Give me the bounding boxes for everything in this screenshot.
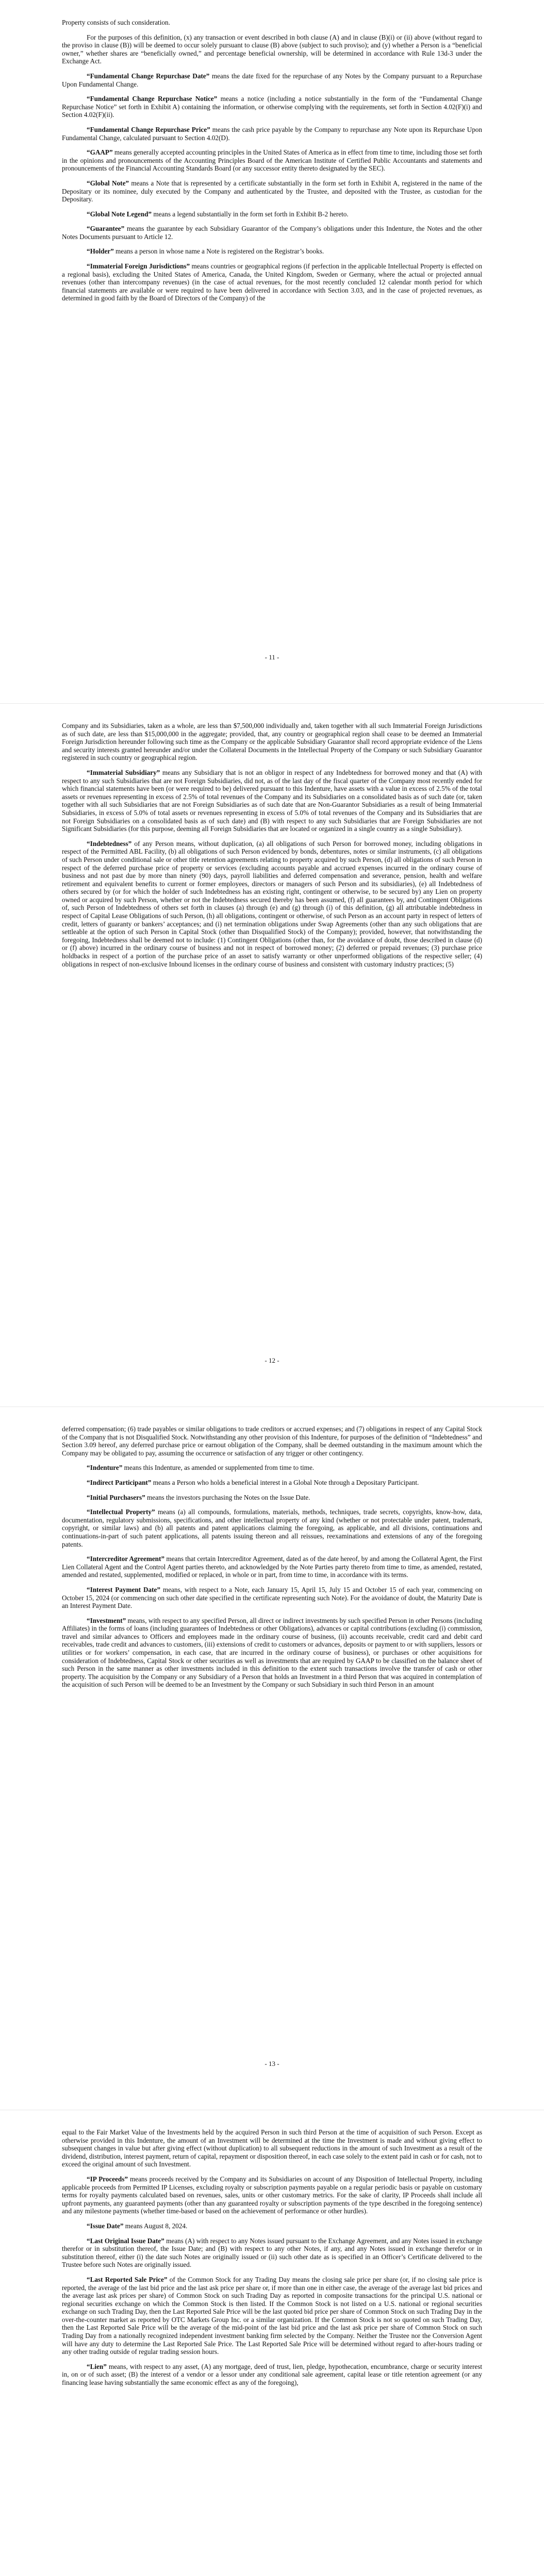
defined-term: “Interest Payment Date” (87, 1585, 160, 1594)
defined-term: “Issue Date” (87, 2222, 124, 2230)
defined-term: “Immaterial Foreign Jurisdictions” (87, 262, 190, 270)
definition-investment: “Investment” means, with respect to any specified Person, all direct or indirect investments by such specified Person in other Persons (including Affiliates) in the forms of loans (including guarantees of Indebtedness or other Obligations), advances or capital contributions (excluding (i) commission, travel and similar advances to Officers and employees made in the ordinary course of business, (ii) accounts receivable, credit card and debit card receivables, trade credit and advances to customers, (iii) extensions of credit to customers or advances, deposits or payment to or with suppliers, lessors or utilities or for workers’ compensation, in each case, that are incurred in the ordinary course of business), or purchases or other acquisitions for consideration of Indebtedness, Capital Stock or other securities as well as investments that are required by GAAP to be classified on the balance sheet of such Person in the same manner as other investments included in this definition to the extent such transactions involve the transfer of cash or other property. The acquisition by the Company or any Subsidiary of a Person that holds an Investment in a third Person that was acquired in contemplation of the acquisition of such Person will be deemed to be an Investment by the Company or such Subsidiary in such third Person in an amount (62, 1616, 482, 1689)
defined-term: “Investment” (87, 1616, 126, 1624)
definition-issue-date: “Issue Date” means August 8, 2024. (87, 2222, 188, 2230)
definition-initial-purchasers: “Initial Purchasers” means the investors purchasing the Notes on the Issue Date. (87, 1493, 310, 1501)
page-number: - 11 - (265, 653, 279, 661)
definition-last-reported-sale-price: “Last Reported Sale Price” of the Common Stock for any Trading Day means the closing sale price per share (or, if no closing sale price is reported, the average of the last bid price and the last ask price per share or, if more than one in either case, the average of the average last bid prices and the average last ask prices per share) of Common Stock on such Trading Day as reported in composite transactions for the principal U.S. national or regional securities exchange on which the Common Stock is then listed. If the Common Stock is not listed on a U.S. national or regional securities exchange on such Trading Day, then the Last Reported Sale Price will be the last quoted bid price per share of Common Stock on such Trading Day in the over-the-counter market as reported by OTC Markets Group Inc. or a similar organization. If the Common Stock is not so quoted on such Trading Day, then the Last Reported Sale Price will be the average of the mid-point of the last bid price and the last ask price per share of Common Stock on such Trading Day from a nationally recognized independent investment banking firm selected by the Company. Neither the Trustee nor the Conversion Agent will have any duty to determine the Last Reported Sale Price. The Last Reported Sale Price will be determined without regard to after-hours trading or any other trading outside of regular trading session hours. (62, 2275, 483, 2356)
paragraph: Company and its Subsidiaries, taken as a whole, are less than $7,500,000 individually and, taken together with all such Immaterial Foreign Jurisdictions as of such date, are less than $15,000,000 in the aggregate; provided, that, any country or geographical region shall cease to be deemed an Immaterial Foreign Jurisdiction hereunder following such time as the Company or the applicable Subsidiary Guarantor shall record appropriate evidence of the Liens and security interests granted hereunder and/or under the Collateral Documents in the Intellectual Property of the Company or such Subsidiary Guarantor registered in such country or geographical region. (62, 722, 482, 762)
paragraph: Property consists of such consideration. (62, 19, 170, 26)
page-number: - 13 - (265, 2060, 279, 2067)
definition-intercreditor-agreement: “Intercreditor Agreement” means that certain Intercreditor Agreement, dated as of the date hereof, by and among the Collateral Agent, the First Lien Collateral Agent and the Control Agent parties thereto, and acknowledged by the Note Parties party thereto from time to time, as amended, restated, amended and restated, supplemented, modified or replaced, in whole or in part, from time to time, in accordance with its terms. (62, 1555, 482, 1579)
definition-indenture: “Indenture” means this Indenture, as amended or supplemented from time to time. (87, 1464, 315, 1472)
defined-term: “Fundamental Change Repurchase Date” (87, 72, 210, 80)
definition-indirect-participant: “Indirect Participant” means a Person who holds a beneficial interest in a Global Note through a Depositary Participant. (87, 1478, 419, 1486)
defined-term: “Fundamental Change Repurchase Price” (87, 125, 210, 133)
document-page-14 (0, 2110, 544, 2576)
definition-last-original-issue-date: “Last Original Issue Date” means (A) with respect to any Notes issued pursuant to the Exchange Agreement, and any Notes issued in exchange therefor or in substitution thereof, the Issue Date; and (B) with respect to any other Notes, if any, and any Notes issued in exchange therefor or in substitution thereof, either (i) the date such Notes are originally issued or (ii) such other date as is specified in an Officer’s Certificate delivered to the Trustee before such Notes are originally issued. (62, 2236, 483, 2269)
defined-term: “Initial Purchasers” (87, 1493, 145, 1501)
definition-gaap: “GAAP” means generally accepted accounting principles in the United States of America as in effect from time to time, including those set forth in the opinions and pronouncements of the Accounting Principles Board of the American Institute of Certified Public Accountants and statements and pronouncements of the Financial Accounting Standards Board (or any successor entity thereto designated by the SEC). (62, 148, 482, 173)
paragraph: deferred compensation; (6) trade payables or similar obligations to trade creditors or accrued expenses; and (7) obligations in respect of any Capital Stock of the Company that is not Disqualified Stock. Notwithstanding any other provision of this Indenture, for purposes of the definition of “Indebtedness” and Section 3.09 hereof, any deferred purchase price or earnout obligation of the Company, shall be deemed outstanding in the maximum amount which the Company may be obligated to pay, assuming the occurrence or satisfaction of any trigger or other contingency. (62, 1425, 482, 1457)
definition-fundamental-change-repurchase-price: “Fundamental Change Repurchase Price” means the cash price payable by the Company to repurchase any Note upon its Repurchase Upon Fundamental Change, calculated pursuant to Section 4.02(D). (62, 125, 482, 142)
definition-interest-payment-date: “Interest Payment Date” means, with respect to a Note, each January 15, April 15, July 15 and October 15 of each year, commencing on October 15, 2024 (or commencing on such other date specified in the certificate representing such Note). For the avoidance of doubt, the Maturity Date is an Interest Payment Date. (62, 1585, 482, 1610)
page-content (62, 2110, 482, 2387)
defined-term: “Last Reported Sale Price” (87, 2275, 168, 2283)
defined-term: “Indenture” (87, 1464, 123, 1472)
definition-immaterial-subsidiary: “Immaterial Subsidiary” means any Subsidiary that is not an obligor in respect of any Indebtedness for borrowed money and that (A) with respect to any such Subsidiaries that are not Foreign Subsidiaries, did not, as of the last day of the fiscal quarter of the Company most recently ended for which financial statements have been (or were required to be) delivered pursuant to this Indenture, have assets with a value in excess of 2.5% of the total assets or revenues representing in excess of 2.5% of total revenues of the Company and its Subsidiaries on a consolidated basis as of such date (or, taken together with all such Subsidiaries that are not Foreign Subsidiaries as of such date that are Non-Guarantor Subsidiaries as a result of being Immaterial Subsidiaries, in excess of 5.0% of total assets or revenues representing in excess of 5.0% of total revenues of the Company and its Subsidiaries that are not Foreign Subsidiaries on a consolidated basis as of such date) and (B) with respect to any such Subsidiaries that are Foreign Subsidiaries are not Significant Subsidiaries (for this purpose, deeming all Foreign Subsidiaries that are located or organized in a single country as a single Subsidiary). (62, 768, 482, 833)
defined-term: “GAAP” (87, 148, 113, 157)
definition-lien: “Lien” means, with respect to any asset, (A) any mortgage, deed of trust, lien, pledge, hypothecation, encumbrance, charge or security interest in, on or of such asset; (B) the interest of a vendor or a lessor under any conditional sale agreement, capital lease or title retention agreement (or any financing lease having substantially the same economic effect as any of the foregoing), (62, 2362, 482, 2387)
defined-term: “Lien” (87, 2362, 107, 2370)
definition-global-note: “Global Note” means a Note that is represented by a certificate substantially in the form set forth in Exhibit A, registered in the name of the Depositary or its nominee, duly executed by the Company and authenticated by the Trustee, and deposited with the Trustee, as custodian for the Depositary. (62, 179, 482, 204)
definition-global-note-legend: “Global Note Legend” means a legend substantially in the form set forth in Exhibit B-2 hereto. (87, 210, 349, 218)
definition-guarantee: “Guarantee” means the guarantee by each Subsidiary Guarantor of the Company’s obligations under this Indenture, the Notes and the other Notes Documents pursuant to Article 12. (62, 225, 482, 241)
defined-term: “Immaterial Subsidiary” (87, 768, 160, 776)
defined-term: “Global Note” (87, 179, 129, 187)
page-content (62, 703, 482, 968)
defined-term: “Intellectual Property” (87, 1508, 155, 1516)
definition-fundamental-change-repurchase-date: “Fundamental Change Repurchase Date” means the date fixed for the repurchase of any Notes by the Company pursuant to a Repurchase Upon Fundamental Change. (62, 72, 482, 88)
paragraph: equal to the Fair Market Value of the Investments held by the acquired Person in such third Person at the time of acquisition of such Person. Except as otherwise provided in this Indenture, the amount of an Investment will be determined at the time the Investment is made and without giving effect to subsequent changes in value but after giving effect (without duplication) to all subsequent reductions in the amount of such Investment as a result of the dividend, distribution, interest payment, return of capital, repayment or disposition thereof, in each case solely to the extent paid in cash or for cash, not to exceed the original amount of such Investment. (62, 2128, 482, 2168)
definition-holder: “Holder” means a person in whose name a Note is registered on the Registrar’s books. (87, 247, 324, 256)
defined-term: “Guarantee” (87, 225, 125, 233)
definition-indebtedness: “Indebtedness” of any Person means, without duplication, (a) all obligations of such Person for borrowed money, including obligations in respect of the Permitted ABL Facility, (b) all obligations of such Person evidenced by bonds, debentures, notes or similar instruments, (c) all obligations of such Person under conditional sale or other title retention agreements relating to property acquired by such Person, (d) all obligations of such Person in respect of the deferred purchase price of property or services (excluding accounts payable and accrued expenses incurred in the ordinary course of business and not past due by more than ninety (90) days, payroll liabilities and deferred compensation and severance, pension, health and welfare retirement and equivalent benefits to current or former employees, directors or managers of such Person and its subsidiaries), (e) all Indebtedness of others secured by (or for which the holder of such Indebtedness has an existing right, contingent or otherwise, to be secured by) any Lien on property owned or acquired by such Person, whether or not the Indebtedness secured thereby has been assumed, (f) all guarantees by, and Contingent Obligations of, such Person of Indebtedness of others set forth in clauses (a) through (e) and (g) through (i) of this definition, (g) all attributable indebtedness in respect of Capital Lease Obligations of such Person, (h) all obligations, contingent or otherwise, of such Person as an account party in respect of letters of credit, letters of guaranty or bankers’ acceptances; and (i) net termination obligations under Swap Agreements (other than any such obligations that are settleable at the option of such Person in Capital Stock (other than Disqualified Stock) of the Company); provided, however, that notwithstanding the foregoing, Indebtedness shall be deemed not to include: (1) Contingent Obligations (other than, for the avoidance of doubt, those described in clause (d) or (f) above) incurred in the ordinary course of business and not in respect of borrowed money; (2) deferred or prepaid revenues; (3) purchase price holdbacks in respect of a portion of the purchase price of an asset to satisfy warranty or other unperformed obligations of the respective seller; (4) obligations in respect of non-exclusive Inbound licenses in the ordinary course of business and consistent with customary industry practices; (5) (62, 839, 482, 968)
defined-term: “Indirect Participant” (87, 1478, 152, 1486)
defined-term: “Indebtedness” (87, 839, 132, 848)
page-content (62, 1406, 482, 1689)
document-page-13 (0, 1406, 544, 2110)
definition-fundamental-change-repurchase-notice: “Fundamental Change Repurchase Notice” means a notice (including a notice substantially in the form of the “Fundamental Change Repurchase Notice” set forth in Exhibit A) containing the information, or otherwise complying with the requirements, set forth in Section 4.02(F)(i) and Section 4.02(F)(ii). (62, 95, 482, 119)
defined-term: “Fundamental Change Repurchase Notice” (87, 95, 218, 103)
paragraph: For the purposes of this definition, (x) any transaction or event described in both clause (A) and in clause (B)(i) or (ii) above (without regard to the proviso in clause (B)) will be deemed to occur solely pursuant to clause (B) above (subject to such proviso); and (y) whether a Person is a “beneficial owner,” whether shares are “beneficially owned,” and percentage beneficial ownership, will be determined in accordance with Rule 13d-3 under the Exchange Act. (62, 33, 482, 65)
document-page-12 (0, 703, 544, 1406)
defined-term: “Intercreditor Agreement” (87, 1555, 165, 1563)
defined-term: “Global Note Legend” (87, 210, 152, 218)
definition-ip-proceeds: “IP Proceeds” means proceeds received by the Company and its Subsidiaries on account of any Disposition of Intellectual Property, including applicable proceeds from Permitted IP Licenses, excluding royalty or subscription payments payable on a regular periodic basis or payable on customary terms for royalty payments calculated based on revenues, sales, units or other customary metrics. For the sake of clarity, IP Proceeds shall include all upfront payments, any guaranteed payments (other than any guaranteed royalty or subscription payments of the type described in the foregoing sentence) and any milestone payments (whether time-based or based on the achievement of performance or other hurdles). (62, 2175, 482, 2215)
document-page-11 (0, 0, 544, 703)
defined-term: “IP Proceeds” (87, 2175, 128, 2183)
definition-immaterial-foreign-jurisdictions: “Immaterial Foreign Jurisdictions” means countries or geographical regions (if perfection in the applicable Intellectual Property is effected on a regional basis), excluding the United States of America, Canada, the United Kingdom, Sweden or Germany, where the actual or projected annual revenues (other than intercompany revenues) (in the case of actual revenues, for the most recently concluded 12 calendar month period for which financial statements are available or were required to have been delivered in accordance with Section 3.03, and in the case of projected revenues, as determined in good faith by the Board of Directors of the Company) of the (62, 262, 482, 302)
defined-term: “Holder” (87, 247, 114, 256)
defined-term: “Last Original Issue Date” (87, 2236, 164, 2245)
page-number: - 12 - (265, 1357, 279, 1364)
definition-intellectual-property: “Intellectual Property” means (a) all compounds, formulations, materials, methods, techniques, trade secrets, copyrights, know-how, data, documentation, regulatory submissions, specifications, and other intellectual property of any kind (whether or not protectable under patent, trademark, copyright, or similar laws) and (b) all patents and patent applications claiming the foregoing, as applicable, and all divisions, continuations and continuations-in-part of such patent applications, all patents issuing thereon and all reissues, reexaminations and extensions of any of the foregoing patents. (62, 1508, 482, 1548)
page-content (62, 0, 482, 302)
